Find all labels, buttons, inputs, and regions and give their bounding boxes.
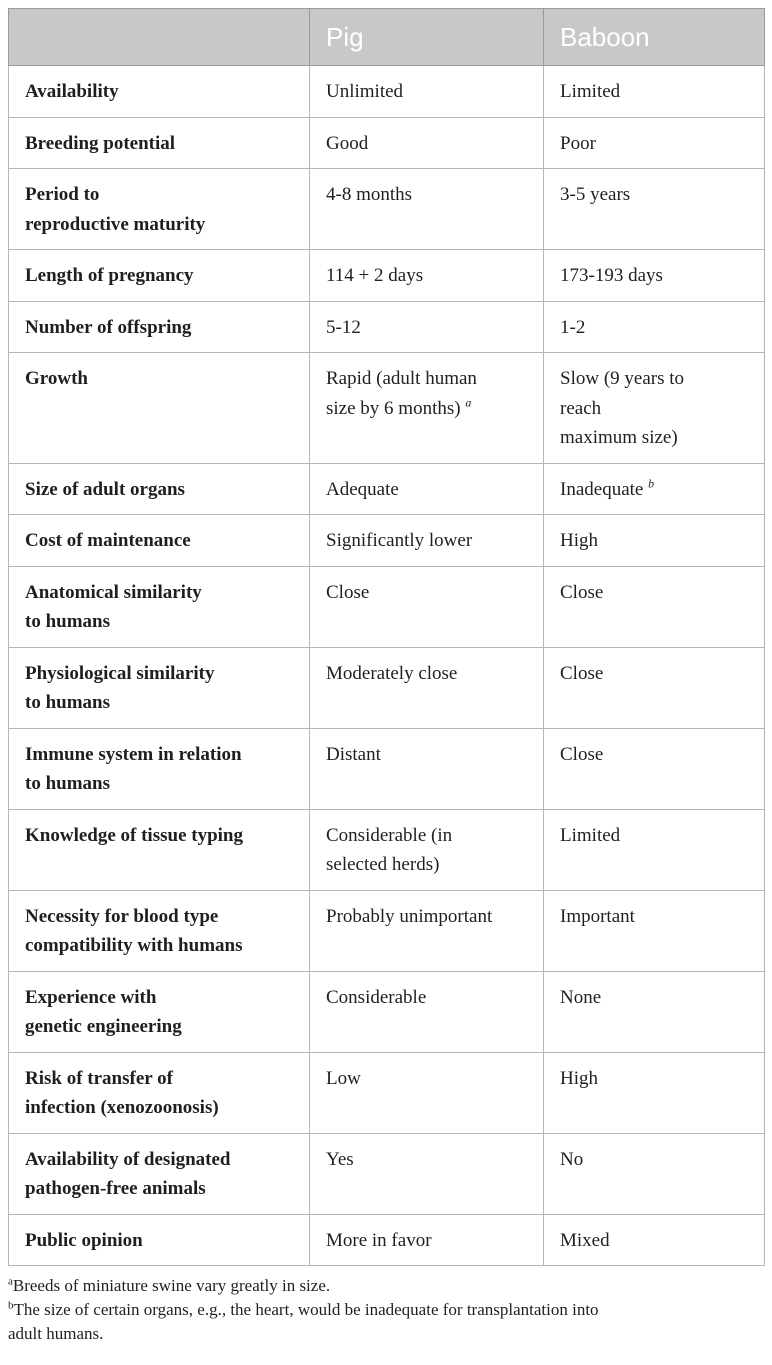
cell-text-line: Physiological similarity bbox=[25, 662, 215, 684]
cell-text-line: 5-12 bbox=[326, 316, 361, 338]
row-label-cell bbox=[9, 647, 310, 728]
cell-text-line: compatibility with humans bbox=[25, 935, 243, 956]
cell-text-line: Inadequate bbox=[560, 478, 644, 500]
footnote-marker: a bbox=[465, 395, 472, 410]
row-label-cell bbox=[9, 353, 310, 464]
baboon-value-cell bbox=[544, 66, 765, 118]
header-baboon: Baboon bbox=[544, 9, 765, 66]
table-row bbox=[9, 66, 765, 118]
table-row bbox=[9, 353, 765, 464]
row-label-cell bbox=[9, 66, 310, 118]
cell-text-line: 4-8 months bbox=[326, 184, 413, 205]
pig-value-cell bbox=[310, 1133, 544, 1214]
cell-text-line: Probably unimportant bbox=[326, 905, 493, 927]
table-row bbox=[9, 1214, 765, 1266]
cell-text-line: Length of pregnancy bbox=[25, 265, 194, 286]
table-row bbox=[9, 971, 765, 1052]
cell-text-line: Breeding potential bbox=[25, 132, 176, 154]
pig-value-cell bbox=[310, 971, 544, 1052]
pig-value-cell bbox=[310, 66, 544, 118]
footnote-text: The size of certain organs, e.g., the heart, would be inadequate for transplantation into bbox=[13, 1300, 599, 1319]
baboon-value-cell bbox=[544, 809, 765, 890]
baboon-value-cell bbox=[544, 169, 765, 250]
table-row bbox=[9, 728, 765, 809]
cell-text-line: Number of offspring bbox=[25, 316, 192, 338]
pig-value-cell bbox=[310, 1052, 544, 1133]
cell-text-line: 173-193 days bbox=[560, 265, 663, 286]
cell-text-line: Poor bbox=[560, 132, 596, 154]
footnote-marker: b bbox=[648, 476, 655, 491]
table-row bbox=[9, 250, 765, 302]
cell-text-line: Necessity for blood type bbox=[25, 905, 219, 927]
baboon-value-cell bbox=[544, 301, 765, 353]
cell-text-line: Close bbox=[560, 581, 604, 603]
cell-text-line: Availability bbox=[25, 81, 119, 102]
baboon-value-cell bbox=[544, 463, 765, 515]
cell-text-line: Slow (9 years to bbox=[560, 368, 685, 389]
cell-text-line: High bbox=[560, 1067, 598, 1089]
baboon-value-cell bbox=[544, 1214, 765, 1266]
cell-text-line: Close bbox=[560, 662, 604, 684]
cell-text-line: Distant bbox=[326, 743, 381, 765]
row-label-cell bbox=[9, 250, 310, 302]
cell-text-line: reach bbox=[560, 397, 602, 419]
cell-text-line: genetic engineering bbox=[25, 1016, 182, 1037]
baboon-value-cell bbox=[544, 566, 765, 647]
cell-text-line: infection (xenozoonosis) bbox=[25, 1097, 219, 1118]
comparison-table-container bbox=[8, 8, 764, 1346]
cell-text-line: Size of adult organs bbox=[25, 478, 185, 500]
cell-text-line: Close bbox=[326, 581, 370, 603]
row-label-cell bbox=[9, 463, 310, 515]
footnote-a bbox=[8, 1274, 764, 1298]
table-row bbox=[9, 117, 765, 169]
baboon-value-cell bbox=[544, 1133, 765, 1214]
baboon-value-cell bbox=[544, 250, 765, 302]
cell-text-line: selected herds) bbox=[326, 854, 440, 875]
pig-value-cell bbox=[310, 1214, 544, 1266]
table-row bbox=[9, 169, 765, 250]
pig-value-cell bbox=[310, 301, 544, 353]
row-label-cell bbox=[9, 1133, 310, 1214]
footnote-text: Breeds of miniature swine vary greatly in size. bbox=[12, 1276, 331, 1295]
cell-text-line: Considerable bbox=[326, 986, 427, 1008]
cell-text-line: to humans bbox=[25, 773, 110, 794]
cell-text-line: Anatomical similarity bbox=[25, 581, 202, 603]
table-row bbox=[9, 1133, 765, 1214]
table-row bbox=[9, 301, 765, 353]
cell-text-line: Experience with bbox=[25, 986, 157, 1008]
table-row bbox=[9, 515, 765, 567]
footnote-mark: a bbox=[8, 1275, 13, 1288]
pig-value-cell bbox=[310, 647, 544, 728]
row-label-cell bbox=[9, 809, 310, 890]
pig-vs-baboon-table bbox=[8, 8, 765, 1266]
row-label-cell bbox=[9, 728, 310, 809]
cell-text-line: Low bbox=[326, 1067, 361, 1089]
table-body bbox=[9, 66, 765, 1266]
cell-text-line: Availability of designated bbox=[25, 1148, 231, 1170]
cell-text-line: Moderately close bbox=[326, 662, 458, 684]
cell-text-line: Yes bbox=[326, 1148, 354, 1170]
cell-text-line: Good bbox=[326, 132, 369, 154]
cell-text-line: Immune system in relation bbox=[25, 743, 242, 765]
baboon-value-cell bbox=[544, 647, 765, 728]
cell-text-line: size by 6 months) bbox=[326, 397, 461, 419]
cell-text-line: Risk of transfer of bbox=[25, 1067, 173, 1089]
pig-value-cell bbox=[310, 566, 544, 647]
row-label-cell bbox=[9, 971, 310, 1052]
cell-text-line: More in favor bbox=[326, 1229, 432, 1251]
table-row bbox=[9, 809, 765, 890]
pig-value-cell bbox=[310, 890, 544, 971]
cell-text-line: Limited bbox=[560, 81, 621, 102]
baboon-value-cell bbox=[544, 1052, 765, 1133]
pig-value-cell bbox=[310, 809, 544, 890]
row-label-cell bbox=[9, 1052, 310, 1133]
cell-text-line: Rapid (adult human bbox=[326, 368, 477, 389]
pig-value-cell bbox=[310, 250, 544, 302]
baboon-value-cell bbox=[544, 728, 765, 809]
pig-value-cell bbox=[310, 728, 544, 809]
baboon-value-cell bbox=[544, 515, 765, 567]
table-row bbox=[9, 890, 765, 971]
cell-text-line: to humans bbox=[25, 692, 110, 713]
cell-text-line: reproductive maturity bbox=[25, 213, 206, 235]
pig-value-cell bbox=[310, 117, 544, 169]
header-pig: Pig bbox=[310, 9, 544, 66]
row-label-cell bbox=[9, 169, 310, 250]
footnote-text: adult humans. bbox=[8, 1324, 104, 1343]
table-row bbox=[9, 1052, 765, 1133]
cell-text-line: None bbox=[560, 986, 602, 1008]
cell-text-line: Growth bbox=[25, 368, 88, 389]
cell-text-line: Period to bbox=[25, 184, 100, 205]
cell-text-line: Important bbox=[560, 905, 635, 927]
baboon-value-cell bbox=[544, 971, 765, 1052]
cell-text-line: Cost of maintenance bbox=[25, 530, 191, 551]
cell-text-line: 1-2 bbox=[560, 316, 586, 338]
cell-text-line: Significantly lower bbox=[326, 530, 473, 551]
table-row bbox=[9, 647, 765, 728]
cell-text-line: Close bbox=[560, 743, 604, 765]
cell-text-line: maximum size) bbox=[560, 427, 678, 448]
cell-text-line: Knowledge of tissue typing bbox=[25, 824, 243, 846]
cell-text-line: 114 + 2 days bbox=[326, 265, 424, 286]
footnote-b bbox=[8, 1298, 764, 1346]
cell-text-line: pathogen-free animals bbox=[25, 1178, 206, 1199]
cell-text-line: No bbox=[560, 1148, 584, 1170]
pig-value-cell bbox=[310, 353, 544, 464]
header-empty-cell bbox=[9, 9, 310, 66]
baboon-value-cell bbox=[544, 353, 765, 464]
row-label-cell bbox=[9, 301, 310, 353]
cell-text-line: Adequate bbox=[326, 478, 399, 500]
cell-text-line: Limited bbox=[560, 824, 621, 846]
row-label-cell bbox=[9, 117, 310, 169]
table-footnotes bbox=[8, 1274, 764, 1346]
cell-text-line: Considerable (in bbox=[326, 824, 453, 846]
pig-value-cell bbox=[310, 463, 544, 515]
cell-text-line: Mixed bbox=[560, 1229, 610, 1251]
row-label-cell bbox=[9, 890, 310, 971]
baboon-value-cell bbox=[544, 117, 765, 169]
table-row bbox=[9, 566, 765, 647]
row-label-cell bbox=[9, 515, 310, 567]
row-label-cell bbox=[9, 1214, 310, 1266]
table-row bbox=[9, 463, 765, 515]
baboon-value-cell bbox=[544, 890, 765, 971]
pig-value-cell bbox=[310, 169, 544, 250]
cell-text-line: Unlimited bbox=[326, 81, 404, 102]
cell-text-line: 3-5 years bbox=[560, 184, 631, 205]
footnote-mark: b bbox=[8, 1299, 14, 1312]
row-label-cell bbox=[9, 566, 310, 647]
cell-text-line: High bbox=[560, 530, 598, 551]
pig-value-cell bbox=[310, 515, 544, 567]
cell-text-line: to humans bbox=[25, 611, 110, 632]
cell-text-line: Public opinion bbox=[25, 1229, 143, 1251]
table-header-row bbox=[9, 9, 765, 66]
